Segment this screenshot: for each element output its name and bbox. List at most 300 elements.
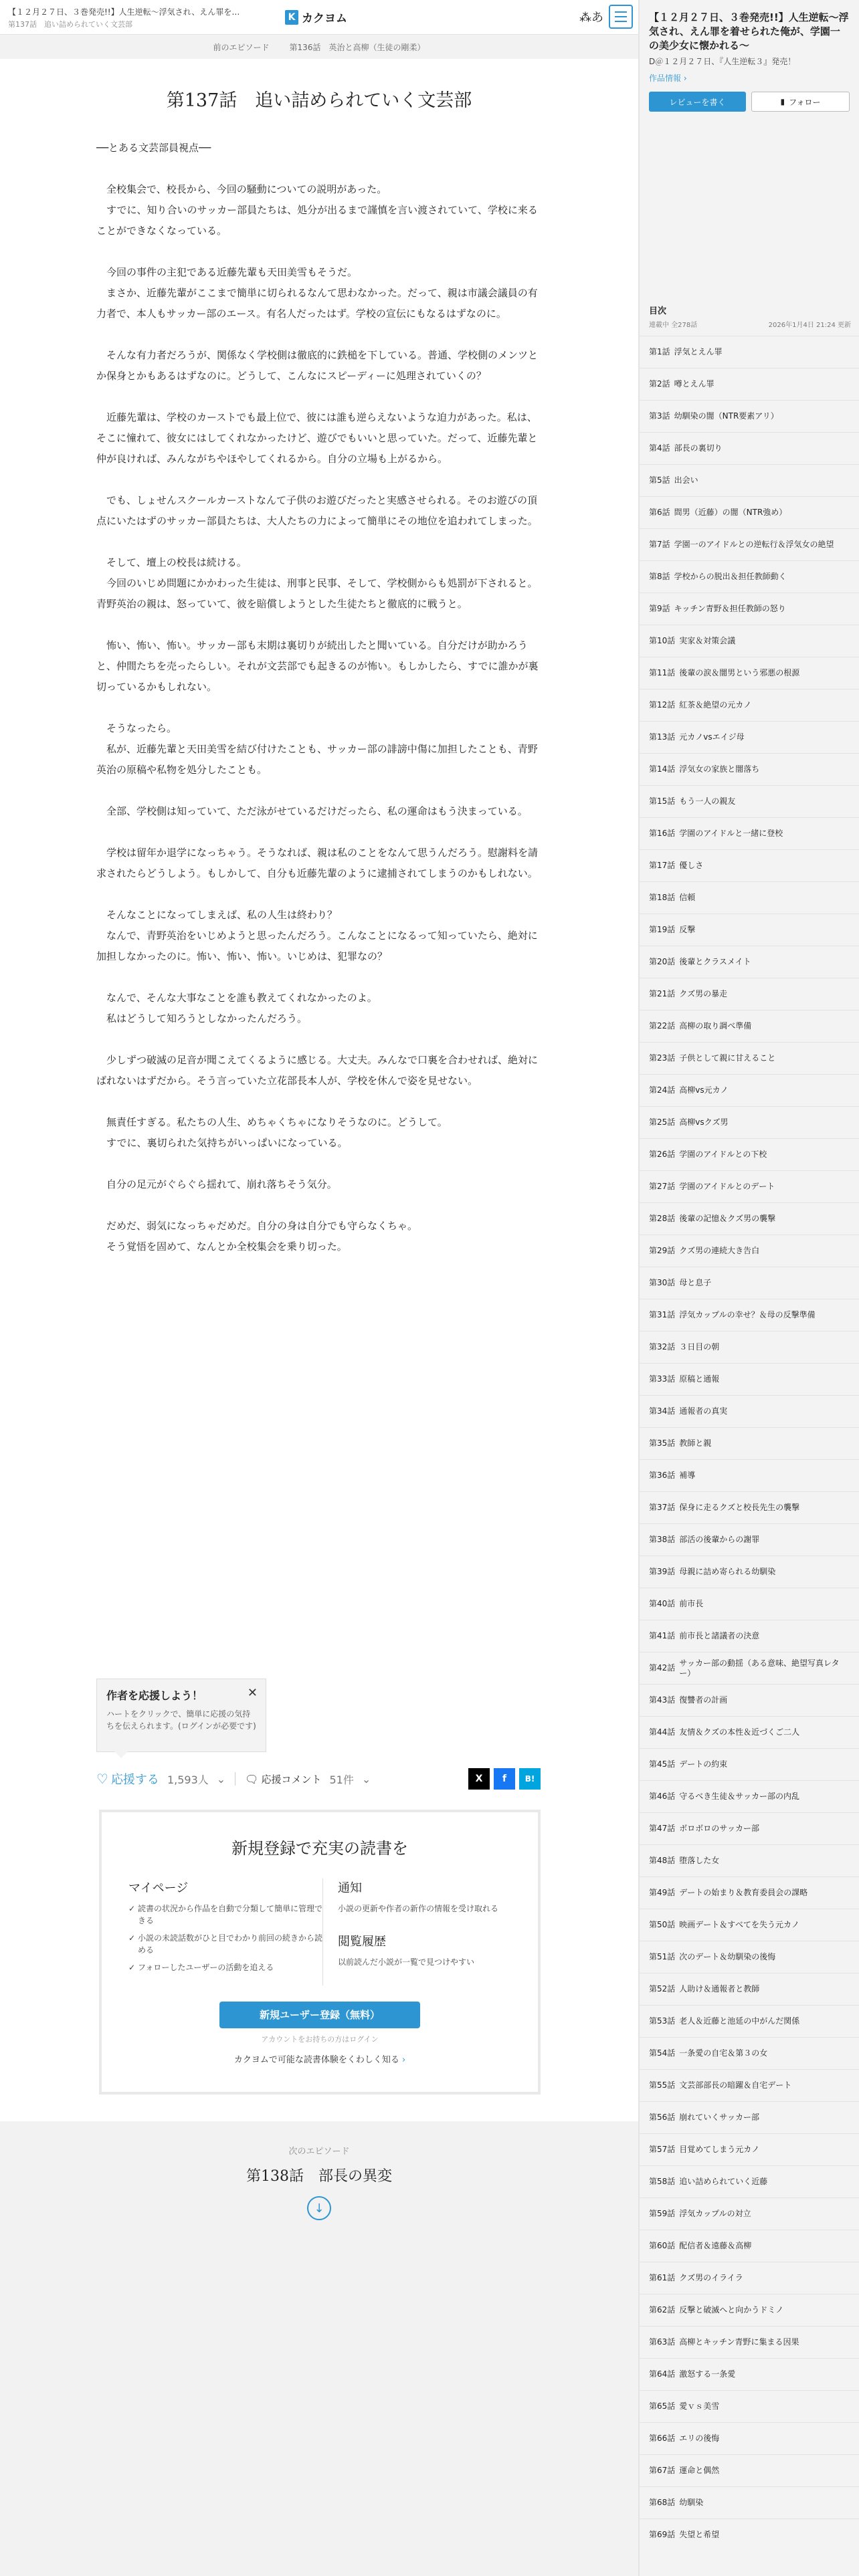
toc-item-title: 元カノvsエイジ母 <box>679 732 745 742</box>
notice-text: 小説の更新や作者の新作の情報を受け取れる <box>338 1904 499 1913</box>
toc-item[interactable] <box>640 721 859 753</box>
toc-item-number: 第41話 <box>649 1631 676 1640</box>
body-paragraph <box>96 387 542 407</box>
font-size-button[interactable]: ⁂あ <box>579 11 603 25</box>
toc-item-title: 目覚めてしまう元カノ <box>679 2145 760 2154</box>
body-paragraph <box>96 1029 542 1050</box>
toc-item-title: 反撃と破滅へと向かうドミノ <box>679 2305 784 2315</box>
toc-item-number: 第59話 <box>649 2209 676 2218</box>
body-paragraph: 無責任すぎる。私たちの人生、めちゃくちゃになりそうなのに。どうして。 <box>96 1116 448 1128</box>
body-paragraph: だめだ、弱気になっちゃだめだ。自分の身は自分でも守らなくちゃ。 <box>96 1220 418 1232</box>
toc-item-title: 後輩とクラスメイト <box>679 957 751 966</box>
arrow-down-icon[interactable]: ↓ <box>307 2196 331 2220</box>
toc-item-number: 第8話 <box>649 572 670 581</box>
body-paragraph: ──とある文芸部員視点── <box>96 142 211 154</box>
logo-icon: K <box>285 10 298 25</box>
body-paragraph: まさか、近藤先輩がここまで簡単に切られるなんて思わなかった。だって、親は市議会議員の有力者で、本人もサッカー部のエース。有名人だったはず。学校の宣伝にもなるはずなのに。 <box>96 287 538 320</box>
toc-item-number: 第28話 <box>649 1214 676 1223</box>
toc-item-number: 第63話 <box>649 2337 676 2347</box>
history-text: 以前読んだ小説が一覧で見つけやすい <box>338 1957 475 1967</box>
toc-item-number: 第19話 <box>649 925 676 934</box>
chevron-down-icon[interactable]: ⌄ <box>216 1772 226 1786</box>
logo-text: カクヨム <box>302 12 347 25</box>
episode-body <box>0 138 638 1257</box>
toc-item-number: 第53話 <box>649 2016 676 2026</box>
toc-item-number: 第51話 <box>649 1952 676 1961</box>
toc-item[interactable] <box>640 689 859 721</box>
cheer-tooltip-title: 作者を応援しよう！ <box>106 1689 203 1702</box>
toc-item-title: 失望と希望 <box>679 2530 720 2539</box>
toc-item-number: 第56話 <box>649 2113 676 2122</box>
toc-item-title: 追い詰められていく近藤 <box>679 2177 768 2186</box>
toc-item-number: 第12話 <box>649 700 676 710</box>
toc-item-title: 信頼 <box>679 893 696 902</box>
toc-item[interactable] <box>640 1588 859 1620</box>
register-button[interactable]: 新規ユーザー登録（無料） <box>219 2002 420 2028</box>
toc-item-title: 浮気カップルの幸せ？＆母の反撃準備 <box>679 1310 816 1319</box>
body-paragraph: 今回のいじめ問題にかかわった生徒は、刑事と民事、そして、学校側からも処罰が下されると。青野英治の親は、怒っていて、彼を賠償しようとした生徒たちと徹底的に戦うと。 <box>96 577 538 610</box>
toc-item[interactable] <box>640 1170 859 1202</box>
toc-item-title: 人助け＆通報者と教師 <box>679 1984 760 1994</box>
toc-item-number: 第46話 <box>649 1792 676 1801</box>
toc-item-title: 学園のアイドルとのデート <box>679 1182 775 1191</box>
episode-nav <box>0 35 638 59</box>
toc-item-title: 運命と偶然 <box>679 2466 720 2475</box>
toc-item-number: 第61話 <box>649 2273 676 2282</box>
toc-item-title: もう一人の親友 <box>679 796 736 806</box>
toc-item-title: 激怒する一条愛 <box>679 2369 736 2379</box>
toc-item-number: 第54話 <box>649 2048 676 2058</box>
toc-item[interactable] <box>640 1941 859 1973</box>
toc-item-number: 第15話 <box>649 796 676 806</box>
toc-item-title: 教師と親 <box>679 1438 712 1448</box>
toc-item[interactable] <box>640 336 859 368</box>
toc-item[interactable] <box>640 2422 859 2454</box>
toc-item[interactable] <box>640 2133 859 2165</box>
toc-item[interactable] <box>640 1684 859 1716</box>
toc-item-title: 浮気とえん罪 <box>674 347 723 356</box>
toc-item[interactable] <box>640 914 859 946</box>
toc-item[interactable] <box>640 1523 859 1555</box>
toc-item-title: 一条愛の自宅＆第３の女 <box>679 2048 768 2058</box>
toc-item-number: 第45話 <box>649 1759 676 1769</box>
toc-item-number: 第48話 <box>649 1856 676 1865</box>
toc-item-number: 第3話 <box>649 411 670 421</box>
mypage-item: ✓ 読書の状況から作品を自動で分類して簡単に管理できる <box>128 1903 322 1927</box>
toc-item-title: 紅茶＆絶望の元カノ <box>679 700 752 710</box>
prev-episode-label[interactable]: 前のエピソード <box>213 42 270 52</box>
toc-item[interactable] <box>640 1555 859 1588</box>
toc-item-title: 母親に詰め寄られる幼馴染 <box>679 1567 776 1576</box>
toc-item-number: 第37話 <box>649 1503 676 1512</box>
toc-item[interactable] <box>640 2037 859 2069</box>
toc-item-title: 友情＆クズの本性＆近づくご二人 <box>679 1727 800 1737</box>
toc-item-number: 第64話 <box>649 2369 676 2379</box>
toc-item[interactable] <box>640 1363 859 1395</box>
toc-item-number: 第27話 <box>649 1182 676 1191</box>
mypage-heading: マイページ <box>128 1881 189 1895</box>
toc-item-title: 噂とえん罪 <box>674 379 714 389</box>
sidebar-work-title[interactable]: 【１２月２７日、３巻発売!!】人生逆転〜浮気され、えん罪を着せられた俺が、学園一の美少女に懐かれる〜 <box>649 11 849 51</box>
sidebar-author[interactable]: D＠１２月２７日、『人生逆転３』発売！ <box>649 57 796 66</box>
follow-button[interactable]: ▮ フォロー <box>751 92 850 112</box>
toc-item-title: 実家＆対策会議 <box>679 636 736 645</box>
toc-item-title: 保身に走るクズと校長先生の襲撃 <box>679 1503 800 1512</box>
history-heading: 閲覧履歴 <box>338 1935 386 1949</box>
toc-item[interactable] <box>640 1138 859 1170</box>
body-paragraph: 怖い、怖い、怖い。サッカー部も末期は裏切りが続出したと聞いている。自分だけが助かろうと、仲間たちを売ったらしい。それが文芸部でも起きるのが怖い。もしかしたら、すでに誰かが裏切っているかもしれない。 <box>96 639 539 693</box>
body-paragraph: そう覚悟を固めて、なんとか全校集会を乗り切った。 <box>96 1241 347 1253</box>
toc-item-number: 第32話 <box>649 1342 676 1352</box>
toc-item[interactable] <box>640 849 859 881</box>
bookmark-icon: ▮ <box>780 97 785 106</box>
kakuyomu-logo[interactable] <box>285 9 347 25</box>
top-header <box>0 0 638 35</box>
cheer-button[interactable]: 応援する <box>110 1773 159 1787</box>
toc-item-number: 第47話 <box>649 1824 676 1833</box>
toc-item[interactable] <box>640 2101 859 2133</box>
toc-item-title: ボロボロのサッカー部 <box>679 1824 760 1833</box>
toc-item[interactable] <box>640 1973 859 2005</box>
body-paragraph <box>96 967 542 988</box>
toc-item-title: 配信者＆遠藤＆高柳 <box>679 2241 752 2250</box>
toc-item[interactable] <box>640 2262 859 2294</box>
toc-item-title: デートの約束 <box>679 1759 728 1769</box>
action-bar <box>96 1765 541 1792</box>
toc-item[interactable] <box>640 657 859 689</box>
body-paragraph <box>96 780 542 801</box>
toc-item[interactable] <box>640 368 859 400</box>
toc-item-title: 浮気女の家族と闇落ち <box>679 764 760 774</box>
toc-item[interactable] <box>640 1299 859 1331</box>
toc-item-number: 第38話 <box>649 1535 676 1544</box>
body-paragraph <box>96 469 542 490</box>
toc-item-number: 第11話 <box>649 668 676 677</box>
toc-item-number: 第26話 <box>649 1150 676 1159</box>
toc-item-title: 映画デート＆すべてを失う元カノ <box>679 1920 800 1929</box>
toc-item-title: サッカー部の動揺（ある意味、絶望写真レター） <box>679 1658 840 1678</box>
toc-item-number: 第67話 <box>649 2466 676 2475</box>
toc-item[interactable] <box>640 817 859 849</box>
body-paragraph <box>96 241 542 262</box>
toc-item-title: 幼馴染の闇（NTR要素アリ） <box>674 411 779 421</box>
cheer-tooltip-text: ハートをクリックで、簡単に応援の気持ちを伝えられます。(ログインが必要です) <box>106 1709 256 1731</box>
toc-item-number: 第44話 <box>649 1727 676 1737</box>
toc-item[interactable] <box>640 1812 859 1844</box>
toc-item[interactable] <box>640 946 859 978</box>
toc-item-title: 部活の後輩からの謝罪 <box>679 1535 760 1544</box>
toc-item-title: 守るべき生徒＆サッカー部の内乱 <box>679 1792 800 1801</box>
toc-item-title: 復讐者の計画 <box>679 1695 728 1705</box>
toc-item[interactable] <box>640 1267 859 1299</box>
toc-item[interactable] <box>640 1491 859 1523</box>
facebook-share-icon[interactable]: f <box>494 1768 515 1790</box>
toc-item-number: 第39話 <box>649 1567 676 1576</box>
toc-item[interactable] <box>640 593 859 625</box>
toc-item-title: クズ男の連続大き告白 <box>679 1246 760 1255</box>
toc-item[interactable] <box>640 464 859 496</box>
body-paragraph <box>96 1091 542 1112</box>
body-paragraph: そんなことになってしまえば、私の人生は終わり？ <box>96 909 338 921</box>
toc-item-title: デートの始まり＆教育委員会の課略 <box>679 1888 808 1897</box>
toc-item[interactable] <box>640 1074 859 1106</box>
toc-item[interactable] <box>640 1620 859 1652</box>
body-paragraph: でも、しょせんスクールカーストなんて子供のお遊びだったと実感させられる。そのお遊びの頂点にいたはずのサッカー部員たちは、大人たちの力によって簡単にその地位を追われてしまった。 <box>96 494 538 527</box>
toc-item[interactable] <box>640 432 859 464</box>
heart-icon[interactable]: ♡ <box>96 1771 108 1787</box>
toc-item-title: 原稿と通報 <box>679 1374 720 1384</box>
toc-item[interactable] <box>640 1106 859 1138</box>
toc-item-title: キッチン青野＆担任教師の怒り <box>674 604 786 613</box>
hatena-share-icon[interactable]: B! <box>519 1768 541 1790</box>
toc-item-number: 第16話 <box>649 829 676 838</box>
toc-item-title: 前市長 <box>679 1599 704 1608</box>
toc-item[interactable] <box>640 1395 859 1427</box>
toc-item-title: 子供として親に甘えること <box>679 1053 776 1063</box>
toc-item[interactable] <box>640 1331 859 1363</box>
prev-episode-title[interactable]: 第136話 英治と高柳（生徒の剛柔） <box>289 42 425 52</box>
toc-item-title: 幼馴染 <box>679 2498 704 2507</box>
toc-item-title: 崩れていくサッカー部 <box>679 2113 760 2122</box>
toc-item[interactable] <box>640 1235 859 1267</box>
toc-item-title: 前市長と諸議者の決意 <box>679 1631 760 1640</box>
signup-title: 新規登録で充実の読書を <box>231 1839 408 1858</box>
body-paragraph: なんで、青野英治をいじめようと思ったんだろう。こんなことになるって知っていたら、絶対に加担しなかったのに。怖い、怖い、怖い。いじめは、犯罪なの？ <box>96 930 538 962</box>
body-paragraph <box>96 822 542 843</box>
body-paragraph <box>96 884 542 905</box>
toc-updated: 2026年1月4日 21:24 更新 <box>768 322 851 329</box>
toc-item[interactable] <box>640 2197 859 2230</box>
toc-item-title: 学園一のアイドルとの逆転行＆浮気女の絶望 <box>674 540 834 549</box>
body-paragraph: 私はどうして知ろうとしなかったんだろう。 <box>96 1012 308 1025</box>
toc-item[interactable] <box>640 1909 859 1941</box>
share-buttons <box>468 1768 541 1790</box>
toc-item[interactable] <box>640 2230 859 2262</box>
toc-item-number: 第42話 <box>649 1663 676 1673</box>
toc-item-title: クズ男の暴走 <box>679 989 728 998</box>
toc-item-title: 浮気カップルの対立 <box>679 2209 751 2218</box>
toc-item-number: 第13話 <box>649 732 676 742</box>
toc-item-number: 第9話 <box>649 604 670 613</box>
toc-item-title: 間男（近藤）の闇（NTR強め） <box>674 508 787 517</box>
toc-item[interactable] <box>640 2454 859 2486</box>
toc-item-title: 次のデート＆幼馴染の後悔 <box>679 1952 776 1961</box>
toc-item-title: 後輩の記憶＆クズ男の襲撃 <box>679 1214 776 1223</box>
toc-item-number: 第6話 <box>649 508 670 517</box>
chevron-right-icon: › <box>401 2055 406 2065</box>
body-paragraph: すでに、知り合いのサッカー部員たちは、処分が出るまで謹慎を言い渡されていて、学校に来ることができなくなっている。 <box>96 204 538 237</box>
toc-item[interactable] <box>640 1202 859 1235</box>
toc-item-title: 部長の裏切り <box>674 443 723 453</box>
episode-title: 第137話 追い詰められていく文芸部 <box>166 90 472 111</box>
close-icon[interactable]: ✕ <box>247 1686 258 1700</box>
signup-panel <box>99 1810 541 2095</box>
toc-item-number: 第2話 <box>649 379 670 389</box>
body-paragraph <box>96 697 542 718</box>
toc-item-number: 第69話 <box>649 2530 676 2539</box>
comment-count[interactable]: 51件 <box>329 1773 354 1786</box>
toc-item-number: 第22話 <box>649 1021 676 1031</box>
toc-item-number: 第57話 <box>649 2145 676 2154</box>
toc-item-title: 高柳の取り調べ準備 <box>679 1021 752 1031</box>
toc-item-title: 補導 <box>679 1471 696 1480</box>
body-paragraph: 全校集会で、校長から、今回の騒動についての説明があった。 <box>96 183 387 195</box>
toc-item[interactable] <box>640 785 859 817</box>
toc-item-number: 第33話 <box>649 1374 676 1384</box>
toc-item[interactable] <box>640 2486 859 2518</box>
toc-item[interactable] <box>640 1010 859 1042</box>
toc-item[interactable] <box>640 978 859 1010</box>
toc-item[interactable] <box>640 2069 859 2101</box>
body-paragraph <box>96 324 542 345</box>
toc-item[interactable] <box>640 2358 859 2390</box>
toc-item-number: 第21話 <box>649 989 676 998</box>
toc-item-number: 第18話 <box>649 893 676 902</box>
cheer-count[interactable]: 1,593人 <box>167 1773 209 1786</box>
learn-more-link[interactable]: カクヨムで可能な読書体験をくわしく知る › <box>233 2055 406 2065</box>
toc-item-number: 第29話 <box>649 1246 676 1255</box>
body-paragraph: 今回の事件の主犯である近藤先輩も天田美雪もそうだ。 <box>96 266 358 278</box>
comment-icon: 🗨 <box>245 1772 259 1786</box>
toc-item[interactable] <box>640 1042 859 1074</box>
toc-item[interactable] <box>640 2005 859 2037</box>
sidebar <box>638 0 859 2576</box>
body-paragraph <box>96 615 542 635</box>
toc-item-number: 第60話 <box>649 2241 676 2250</box>
toc-item-number: 第10話 <box>649 636 676 645</box>
toc-item-number: 第35話 <box>649 1438 676 1448</box>
toc-item-title: 学園のアイドルとの下校 <box>679 1150 767 1159</box>
toc-item[interactable] <box>640 2390 859 2422</box>
toc-meta: 連載中 全278話 <box>649 322 698 329</box>
toc-item[interactable] <box>640 496 859 528</box>
cheer-tooltip <box>96 1679 266 1752</box>
body-paragraph: そして、壇上の校長は続ける。 <box>96 556 247 568</box>
toc-item-number: 第43話 <box>649 1695 676 1705</box>
toc-item-title: 反撃 <box>679 925 696 934</box>
body-paragraph: そうなったら。 <box>96 722 177 734</box>
body-paragraph <box>96 1195 542 1216</box>
toc-item-title: 堕落した女 <box>679 1856 720 1865</box>
toc-item[interactable] <box>640 1748 859 1780</box>
toc-item-number: 第66話 <box>649 2434 676 2443</box>
comment-button[interactable]: 応援コメント <box>261 1773 322 1786</box>
toc-item[interactable] <box>640 2326 859 2358</box>
toc-item-number: 第7話 <box>649 540 670 549</box>
body-paragraph: そんな有力者だろうが、関係なく学校側は徹底的に鉄槌を下している。普通、学校側のメンツとか保身とかもあるはずなのに。どうして、こんなにスピーディーに処理されていくの？ <box>96 349 539 382</box>
toc-item[interactable] <box>640 1780 859 1812</box>
toc-item[interactable] <box>640 753 859 785</box>
toc-item[interactable] <box>640 1844 859 1876</box>
next-episode-label: 次のエピソード <box>288 2147 350 2157</box>
toc-item-title: 通報者の真実 <box>679 1406 728 1416</box>
toc-item-title: 高柳とキッチン青野に集まる因果 <box>679 2337 799 2347</box>
toc-item-number: 第24話 <box>649 1085 676 1095</box>
body-paragraph: なんで、そんな大事なことを誰も教えてくれなかったのよ。 <box>96 992 377 1004</box>
body-paragraph: 近藤先輩は、学校のカーストでも最上位で、彼には誰も逆らえないような迫力があった。私は、そこに憧れて、彼女にはしてくれなかったけど、遊びでもいいと思っていた。だって、近藤先輩と仲が良ければ、みんながちやほやしてくれるから。自分の立場も上がるから。 <box>96 411 538 465</box>
toc-item-number: 第68話 <box>649 2498 676 2507</box>
toc-item[interactable] <box>640 881 859 914</box>
next-episode-section <box>0 2121 638 2576</box>
toc-item-number: 第40話 <box>649 1599 676 1608</box>
toc-item[interactable] <box>640 1876 859 1909</box>
toc-item[interactable] <box>640 400 859 432</box>
body-paragraph: 自分の足元がぐらぐら揺れて、崩れ落ちそう気分。 <box>96 1178 337 1190</box>
toc-item[interactable] <box>640 625 859 657</box>
toc-item[interactable] <box>640 2165 859 2197</box>
x-share-icon[interactable]: X <box>468 1768 490 1790</box>
toc-item-title: 愛ｖｓ美雪 <box>679 2401 720 2411</box>
episode-subtitle: 第137話 追い詰められていく文芸部 <box>8 20 132 29</box>
toc-item-number: 第23話 <box>649 1053 676 1063</box>
toc-item-number: 第62話 <box>649 2305 676 2315</box>
work-info-link[interactable]: 作品情報 › <box>649 74 687 83</box>
toc-item-number: 第30話 <box>649 1278 676 1287</box>
toc-item-number: 第20話 <box>649 957 676 966</box>
review-button[interactable]: レビューを書く <box>649 92 746 112</box>
toc-item-title: 母と息子 <box>679 1278 712 1287</box>
toc-item-title: 優しさ <box>679 861 704 870</box>
mypage-item: ✓ 小説の未読話数がひと目でわかり前回の続きから読める <box>128 1932 322 1956</box>
toc-item-number: 第1話 <box>649 347 670 356</box>
toc-item-number: 第25話 <box>649 1117 676 1127</box>
work-title[interactable]: 【１２月２７日、３巻発売!!】人生逆転〜浮気され、えん罪を… <box>8 7 240 17</box>
toc-menu-button[interactable] <box>609 5 633 29</box>
next-episode-title[interactable]: 第138話 部長の異変 <box>246 2168 392 2185</box>
toc-item-title: 出会い <box>674 475 698 485</box>
toc-item[interactable] <box>640 1716 859 1748</box>
toc-item[interactable] <box>640 1427 859 1459</box>
body-paragraph: 学校は留年か退学になっちゃう。そうなれば、親は私のことをなんて思うんだろう。慰謝料を請求されたらどうしよう。もしかして、自分も近藤先輩のように逮捕されてしまうのかもしれない。 <box>96 847 539 879</box>
toc-item-number: 第55話 <box>649 2080 676 2090</box>
body-paragraph: 少しずつ破滅の足音が聞こえてくるように感じる。大丈夫。みんなで口裏を合わせれば、絶対にばれないはずだから。そう言っていた立花部長本人が、学校を休んで姿を見せない。 <box>96 1054 539 1087</box>
toc-item-title: 高柳vsクズ男 <box>679 1117 729 1127</box>
toc-item-title: 学園のアイドルと一緒に登校 <box>679 829 783 838</box>
toc-item-number: 第52話 <box>649 1984 676 1994</box>
toc-item[interactable] <box>640 1652 859 1684</box>
toc-item-number: 第5話 <box>649 475 670 485</box>
toc-item-number: 第17話 <box>649 861 676 870</box>
body-paragraph <box>96 532 542 552</box>
toc-item-title: ３日目の朝 <box>679 1342 720 1352</box>
body-paragraph: 私が、近藤先輩と天田美雪を結び付けたことも、サッカー部の誹謗中傷に加担したことも、青野英治の原稿や私物を処分したことも。 <box>96 743 538 776</box>
toc-item[interactable] <box>640 528 859 560</box>
toc-item-title: 後輩の涙＆闇男という邪悪の根源 <box>679 668 800 677</box>
toc-item-title: 老人＆近藤と池延の中がんだ関係 <box>679 2016 800 2026</box>
body-paragraph <box>96 158 542 179</box>
table-of-contents <box>640 300 859 2551</box>
chevron-down-icon[interactable]: ⌄ <box>361 1772 371 1786</box>
toc-item[interactable] <box>640 1459 859 1491</box>
toc-item[interactable] <box>640 2294 859 2326</box>
toc-item[interactable] <box>640 560 859 593</box>
toc-item-number: 第50話 <box>649 1920 676 1929</box>
toc-item-number: 第34話 <box>649 1406 676 1416</box>
login-link[interactable]: アカウントをお持ちの方はログイン <box>261 2035 379 2044</box>
toc-item-number: 第36話 <box>649 1471 676 1480</box>
toc-item-title: 高柳vs元カノ <box>679 1085 729 1095</box>
toc-item-number: 第4話 <box>649 443 670 453</box>
body-paragraph: すでに、裏切られた気持ちがいっぱいになっている。 <box>96 1137 348 1149</box>
toc-item-number: 第49話 <box>649 1888 676 1897</box>
toc-item-title: 文芸部部長の暗躍＆自宅デート <box>679 2080 792 2090</box>
toc-item-title: 学校からの脱出＆担任教師動く <box>674 572 787 581</box>
toc-item[interactable] <box>640 2518 859 2551</box>
toc-item-title: エリの後悔 <box>679 2434 720 2443</box>
body-paragraph: 全部、学校側は知っていて、ただ泳がせているだけだったら、私の運命はもう決まっている。 <box>96 805 528 817</box>
toc-item-number: 第31話 <box>649 1310 676 1319</box>
toc-item-title: クズ男のイライラ <box>679 2273 743 2282</box>
